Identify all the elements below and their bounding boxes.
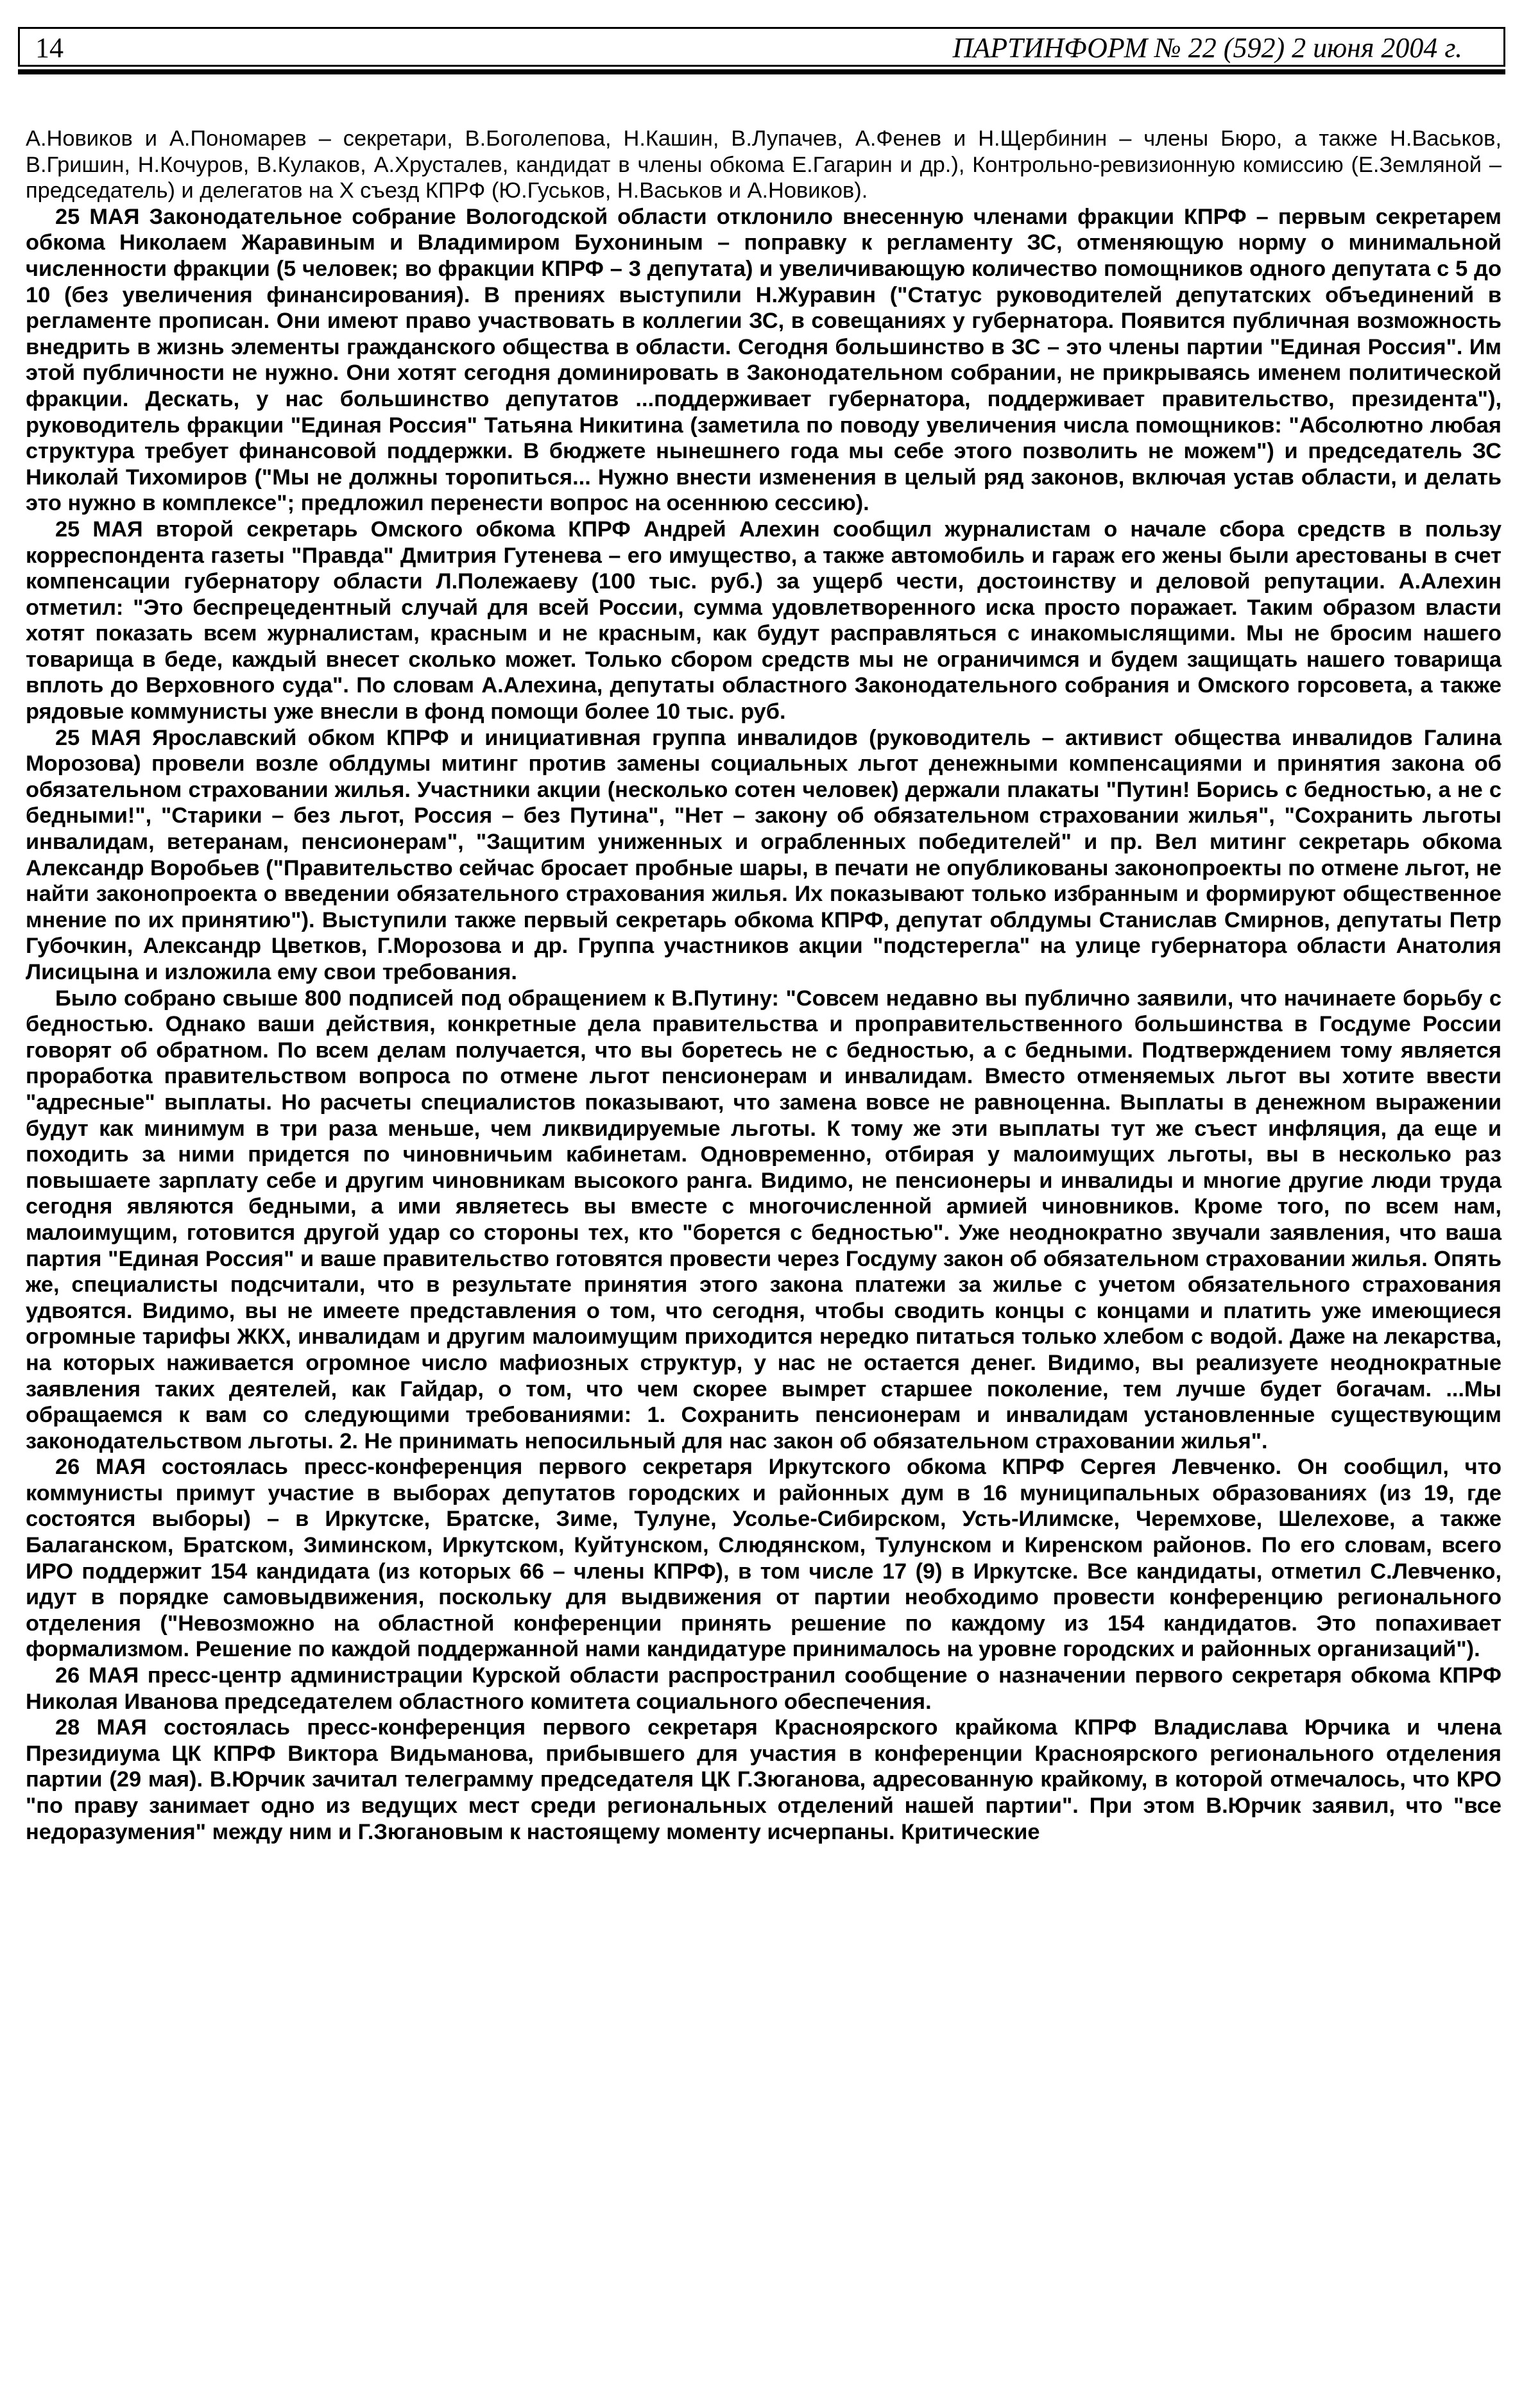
paragraph-krasnoyarsk: 28 МАЯ состоялась пресс-конференция первого секретаря Красноярского крайкома КПРФ Владислава Юрчика и члена Президиума ЦК КПРФ Виктора Видьманова, прибывшего для участия в конференции Красноярского регионального отделения партии (29 мая). В.Юрчик зачитал телеграмму председателя ЦК Г.Зюганова, адресованную крайкому, в которой отмечалось, что КРО "по праву занимает одно из ведущих мест среди региональных отделений нашей партии". При этом В.Юрчик заявил, что "все недоразумения" между ним и Г.Зюгановым к настоящему моменту исчерпаны. Критические xyxy=(26,1715,1502,1844)
page-number: 14 xyxy=(35,32,64,64)
paragraph-appeal: Было собрано свыше 800 подписей под обращением к В.Путину: "Совсем недавно вы публично заявили, что начинаете борьбу с бедностью. Однако ваши действия, конкретные дела правительства и проправительственного большинства в Госдуме России говорят об обратном. По всем делам получается, что вы боретесь не с бедностью, а с бедными. Подтверждением тому является проработка правительством вопроса по отмене льгот пенсионерам и инвалидам. Вместо отменяемых льгот вы хотите ввести "адресные" выплаты. Но расчеты специалистов показывают, что замена вовсе не равноценна. Выплаты в денежном выражении будут как минимум в три раза меньше, чем ликвидируемые льготы. К тому же эти выплаты тут же съест инфляция, да еще и походить за ними придется по чиновничьим кабинетам. Одновременно, отбирая у малоимущих льготы, вы в несколько раз повышаете зарплату себе и другим чиновникам высокого ранга. Видимо, не пенсионеры и инвалиды и многие другие люди труда сегодня являются бедными, а ими являетесь вы вместе с многочисленной армией чиновников. Кроме того, по всем нам, малоимущим, готовится другой удар со стороны тех, кто "борется с бедностью". Уже неоднократно звучали заявления, что ваша партия "Единая Россия" и ваше правительство готовятся провести через Госдуму закон об обязательном страховании жилья. Опять же, специалисты подсчитали, что в результате принятия этого закона платежи за жилье с учетом обязательного страхования удвоятся. Видимо, вы не имеете представления о том, что сегодня, чтобы сводить концы с концами и платить уже имеющиеся огромные тарифы ЖКХ, инвалидам и другим малоимущим приходится нередко питаться только хлебом с водой. Даже на лекарства, на которых наживается огромное число мафиозных структур, у нас не остается денег. Видимо, вы реализуете неоднократные заявления таких деятелей, как Гайдар, о том, что чем скорее вымрет старшее поколение, тем лучше будет богачам. ...Мы обращаемся к вам со следующими требованиями: 1. Сохранить пенсионерам и инвалидам установленные существующим законодательством льготы. 2. Не принимать непосильный для нас закон об обязательном страховании жилья". xyxy=(26,986,1502,1453)
paragraph-omsk: 25 МАЯ второй секретарь Омского обкома КПРФ Андрей Алехин сообщил журналистам о начале сбора средств в пользу корреспондента газеты "Правда" Дмитрия Гутенева – его имущество, а также автомобиль и гараж его жены были арестованы в счет компенсации губернатору области Л.Полежаеву (100 тыс. руб.) за ущерб чести, достоинству и деловой репутации. А.Алехин отметил: "Это беспрецедентный случай для всей России, сумма удовлетворенного иска просто поражает. Таким образом власти хотят показать всем журналистам, красным и не красным, как будут расправляться с инакомыслящими. Мы не бросим нашего товарища в беде, каждый внесет сколько может. Только сбором средств мы не ограничимся и будем защищать нашего товарища вплоть до Верховного суда". По словам А.Алехина, депутаты областного Законодательного собрания и Омского горсовета, а также рядовые коммунисты уже внесли в фонд помощи более 10 тыс. руб. xyxy=(26,517,1502,724)
paragraph-continuation: А.Новиков и А.Пономарев – секретари, В.Боголепова, Н.Кашин, В.Лупачев, А.Фенев и Н.Щербинин – члены Бюро, а также Н.Васьков, В.Гришин, Н.Кочуров, В.Кулаков, А.Хрусталев, кандидат в члены обкома Е.Гагарин и др.), Контрольно-ревизионную комиссию (Е.Земляной – председатель) и делегатов на X съезд КПРФ (Ю.Гуськов, Н.Васьков и А.Новиков). xyxy=(26,126,1502,203)
article-body xyxy=(26,126,1502,1845)
page-header xyxy=(18,27,1505,67)
paragraph-kursk: 26 МАЯ пресс-центр администрации Курской области распространил сообщение о назначении первого секретаря обкома КПРФ Николая Иванова председателем областного комитета социального обеспечения. xyxy=(26,1663,1502,1714)
paragraph-irkutsk: 26 МАЯ состоялась пресс-конференция первого секретаря Иркутского обкома КПРФ Сергея Левченко. Он сообщил, что коммунисты примут участие в выборах депутатов городских и районных дум в 16 муниципальных образованиях (из 19, где состоятся выборы) – в Иркутске, Братске, Зиме, Тулуне, Усолье-Сибирском, Усть-Илимске, Черемхове, Шелехове, а также Балаганском, Братском, Зиминском, Иркутском, Куйтунском, Слюдянском, Тулунском и Киренском районов. По его словам, всего ИРО поддержит 154 кандидата (из которых 66 – члены КПРФ), в том числе 17 (9) в Иркутске. Все кандидаты, отметил С.Левченко, идут в порядке самовыдвижения, поскольку для выдвижения от партии необходимо провести конференцию регионального отделения ("Невозможно на областной конференции принять решение по каждому из 154 кандидатов. Это попахивает формализмом. Решение по каждой поддержанной нами кандидатуре принималось на уровне городских и районных организаций"). xyxy=(26,1455,1502,1662)
paragraph-yaroslavl: 25 МАЯ Ярославский обком КПРФ и инициативная группа инвалидов (руководитель – активист общества инвалидов Галина Морозова) провели возле облдумы митинг против замены социальных льгот денежными компенсациями и принятия закона об обязательном страховании жилья. Участники акции (несколько сотен человек) держали плакаты "Путин! Борись с бедностью, а не с бедными!", "Старики – без льгот, Россия – без Путина", "Нет – закону об обязательном страховании жилья", "Сохранить льготы инвалидам, ветеранам, пенсионерам", "Защитим униженных и ограбленных победителей" и пр. Вел митинг секретарь обкома Александр Воробьев ("Правительство сейчас бросает пробные шары, в печати не опубликованы законопроекты по отмене льгот, не найти законопроекта о введении обязательного страхования жилья. Их показывают только избранным и формируют общественное мнение по их принятию"). Выступили также первый секретарь обкома КПРФ, депутат облдумы Станислав Смирнов, депутаты Петр Губочкин, Александр Цветков, Г.Морозова и др. Группа участников акции "подстерегла" на улице губернатора области Анатолия Лисицына и изложила ему свои требования. xyxy=(26,725,1502,984)
paragraph-vologda: 25 МАЯ Законодательное собрание Вологодской области отклонило внесенную членами фракции КПРФ – первым секретарем обкома Николаем Жаравиным и Владимиром Бухониным – поправку к регламенту ЗС, отменяющую норму о минимальной численности фракции (5 человек; во фракции КПРФ – 3 депутата) и увеличивающую количество помощников одного депутата с 5 до 10 (без увеличения финансирования). В прениях выступили Н.Журавин ("Статус руководителей депутатских объединений в регламенте прописан. Они имеют право участвовать в коллегии ЗС, в совещаниях у губернатора. Появится публичная возможность внедрить в жизнь элементы гражданского общества в области. Сегодня большинство в ЗС – это члены партии "Единая Россия". Им этой публичности не нужно. Они хотят сегодня доминировать в Законодательном собрании, не прикрываясь именем политической фракции. Дескать, у нас большинство депутатов ...поддерживает губернатора, поддерживает правительство, президента"), руководитель фракции "Единая Россия" Татьяна Никитина (заметила по поводу увеличения числа помощников: "Абсолютно любая структура требует финансовой поддержки. В бюджете нынешнего года мы себе этого позволить не можем") и председатель ЗС Николай Тихомиров ("Мы не должны торопиться... Нужно внести изменения в целый ряд законов, включая устав области, и делать это нужно в комплексе"; предложил перенести вопрос на осеннюю сессию). xyxy=(26,204,1502,516)
running-head: ПАРТИНФОРМ № 22 (592) 2 июня 2004 г. xyxy=(952,32,1462,64)
header-rule xyxy=(18,69,1505,74)
